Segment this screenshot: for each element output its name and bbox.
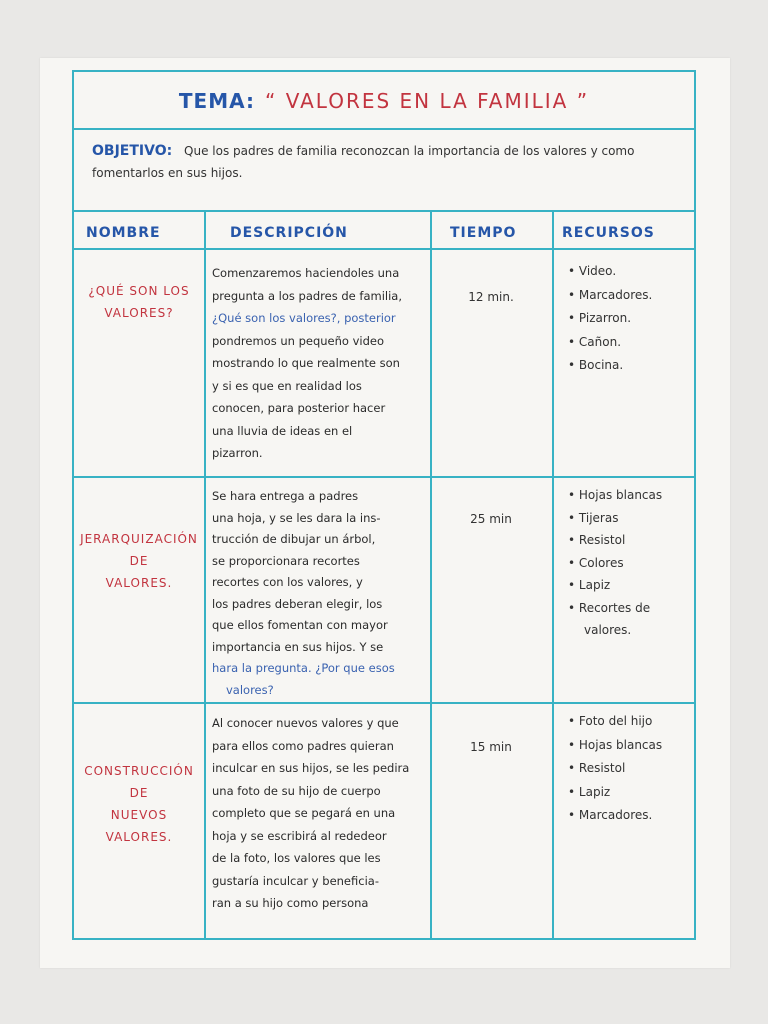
- desc-line: valores?: [226, 682, 274, 697]
- desc-line: que ellos fomentan con mayor: [212, 618, 388, 632]
- desc-line: trucción de dibujar un árbol,: [212, 532, 376, 546]
- resource-item: • Tijeras: [568, 507, 662, 530]
- row1-time: 12 min.: [468, 290, 514, 304]
- row2-name-line: JERARQUIZACIÓN: [80, 532, 198, 546]
- desc-line: completo que se pegará en una: [212, 806, 396, 820]
- col-header-resources: RECURSOS: [562, 225, 655, 241]
- row2-name: [78, 528, 200, 594]
- row1-resources: [568, 260, 652, 378]
- resource-item: valores.: [584, 623, 632, 637]
- row2-description: [212, 486, 426, 701]
- resource-item: • Resistol: [568, 529, 662, 552]
- lesson-plan-table: [72, 70, 696, 940]
- title-row: [74, 72, 694, 130]
- row3-time: 15 min: [470, 740, 512, 754]
- desc-line: mostrando lo que realmente son: [212, 356, 400, 370]
- desc-line: ¿Qué son los valores?, posterior: [212, 311, 396, 325]
- resource-item: • Colores: [568, 552, 662, 575]
- col-divider-1: [204, 210, 206, 938]
- row1-name-line: VALORES?: [104, 306, 174, 320]
- col-divider-2: [430, 210, 432, 938]
- row2-resources: [568, 484, 662, 642]
- desc-line: recortes con los valores, y: [212, 575, 363, 589]
- tema-title: “ VALORES EN LA FAMILIA ”: [264, 89, 590, 113]
- desc-line: ran a su hijo como persona: [212, 896, 369, 910]
- resource-item: • Hojas blancas: [568, 734, 662, 758]
- resource-item: • Bocina.: [568, 354, 652, 378]
- row2-time: 25 min: [470, 512, 512, 526]
- objective-block: [92, 140, 680, 206]
- row3-resources: [568, 710, 662, 828]
- desc-line: de la foto, los valores que les: [212, 851, 381, 865]
- resource-item: • Lapiz: [568, 574, 662, 597]
- row2-name-line: DE: [129, 554, 149, 568]
- desc-line: hoja y se escribirá al rededeor: [212, 828, 387, 843]
- resource-item: • Marcadores.: [568, 284, 652, 308]
- tema-label: TEMA:: [178, 89, 255, 113]
- desc-line: y si es que en realidad los: [212, 378, 362, 393]
- resource-item: • Foto del hijo: [568, 710, 662, 734]
- col-header-name: NOMBRE: [86, 225, 161, 241]
- row3-description: [212, 712, 426, 915]
- desc-line: los padres deberan elegir, los: [212, 596, 383, 611]
- resource-item: • Marcadores.: [568, 804, 662, 828]
- desc-line: Comenzaremos haciendoles una: [212, 266, 400, 280]
- row1-divider: [74, 476, 694, 478]
- desc-line: Se hara entrega a padres: [212, 489, 359, 503]
- row3-name-line: NUEVOS VALORES.: [105, 808, 173, 844]
- resource-item: • Lapiz: [568, 781, 662, 805]
- col-header-time: TIEMPO: [450, 225, 517, 241]
- desc-line: para ellos como padres quieran: [212, 738, 394, 753]
- desc-line: gustaría inculcar y beneficia-: [212, 873, 379, 888]
- objective-text: Que los padres de familia reconozcan la importancia de los valores y como fomentarlos en sus hijos.: [92, 144, 635, 180]
- row2-name-line: VALORES.: [105, 576, 173, 590]
- desc-line: pondremos un pequeño video: [212, 333, 385, 348]
- objective-divider: [74, 210, 694, 212]
- row1-name-line: ¿QUÉ SON LOS: [88, 284, 190, 298]
- row1-description: [212, 262, 426, 465]
- desc-line: Al conocer nuevos valores y que: [212, 716, 399, 730]
- row1-name: [78, 280, 200, 324]
- desc-line: se proporcionara recortes: [212, 553, 360, 568]
- resource-item: • Resistol: [568, 757, 662, 781]
- row3-name-line: DE: [129, 786, 149, 800]
- desc-line: hara la pregunta. ¿Por que esos: [212, 661, 395, 675]
- desc-line: una lluvia de ideas en el: [212, 423, 353, 438]
- desc-line: conocen, para posterior hacer: [212, 401, 386, 415]
- desc-line: una hoja, y se les dara la ins-: [212, 510, 381, 525]
- desc-line: importancia en sus hijos. Y se: [212, 639, 384, 654]
- resource-item: • Hojas blancas: [568, 484, 662, 507]
- resource-item: • Pizarron.: [568, 307, 652, 331]
- row2-divider: [74, 702, 694, 704]
- desc-line: pregunta a los padres de familia,: [212, 288, 402, 303]
- header-divider: [74, 248, 694, 250]
- resource-item: • Recortes de: [568, 597, 662, 620]
- row3-name-line: CONSTRUCCIÓN: [84, 764, 194, 778]
- col-header-description: DESCRIPCIÓN: [230, 225, 348, 241]
- desc-line: inculcar en sus hijos, se les pedira: [212, 761, 410, 775]
- objective-label: OBJETIVO:: [92, 143, 173, 159]
- resource-item: • Video.: [568, 260, 652, 284]
- desc-line: una foto de su hijo de cuerpo: [212, 783, 381, 798]
- desc-line: pizarron.: [212, 446, 263, 460]
- row3-name: [78, 760, 200, 848]
- resource-item: • Cañon.: [568, 331, 652, 355]
- col-divider-3: [552, 210, 554, 938]
